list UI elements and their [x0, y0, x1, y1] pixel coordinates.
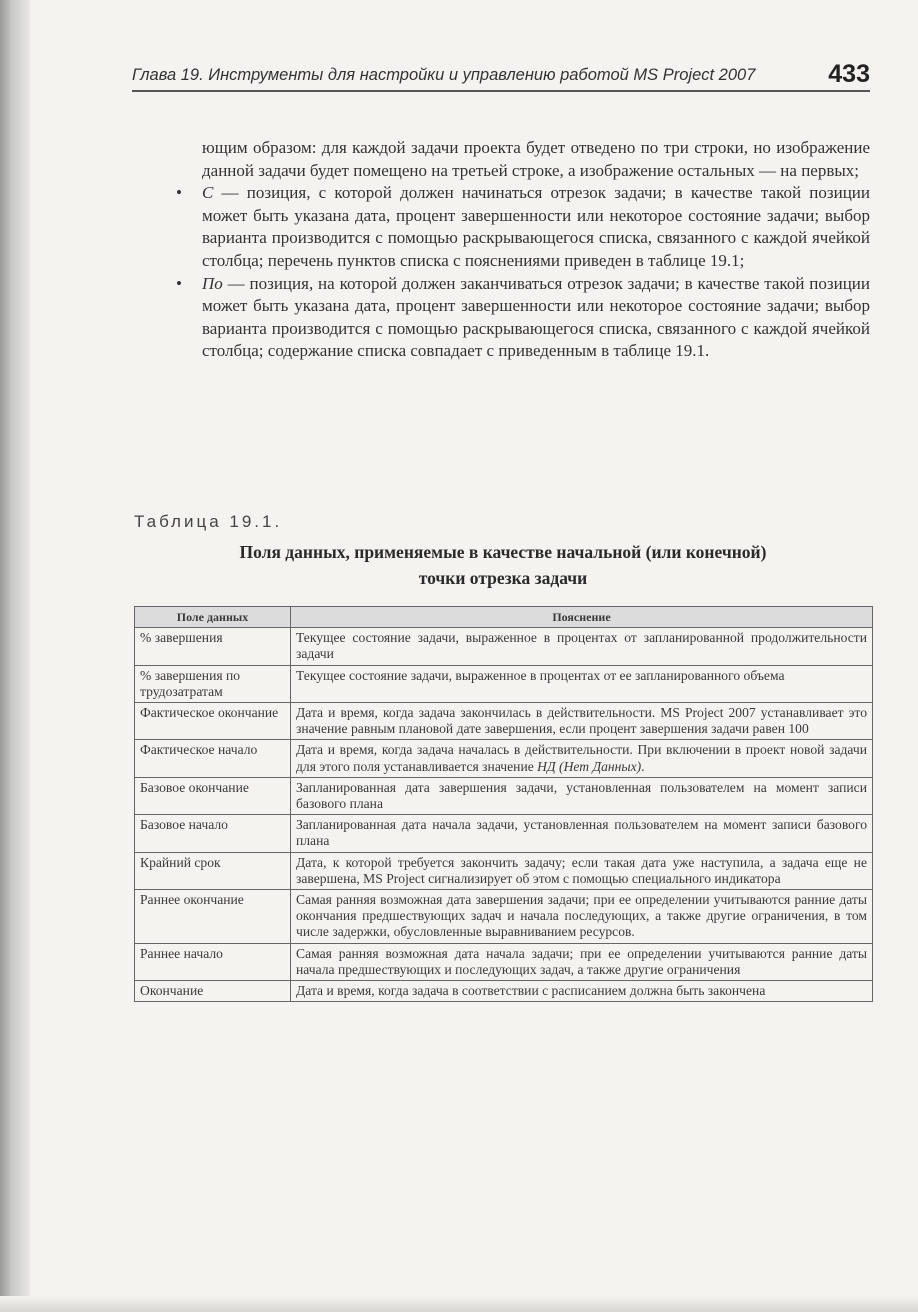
field-cell: % завершения по трудозатратам — [135, 665, 291, 702]
field-cell: Фактическое начало — [135, 740, 291, 777]
column-header-description: Пояснение — [291, 607, 873, 628]
field-cell: Крайний срок — [135, 852, 291, 889]
description-cell: Самая ранняя возможная дата завершения задачи; при ее определении учитываются ранние даты окончания предшествующих задач и начала последующих, а также другие ограничения, в том числе задержки, обусловленные выравниванием ресурсов. — [291, 890, 873, 944]
description-cell: Запланированная дата начала задачи, установленная пользователем на момент записи базового плана — [291, 815, 873, 852]
description-cell: Запланированная дата завершения задачи, установленная пользователем на момент записи базового плана — [291, 777, 873, 814]
page-bottom-edge — [0, 1296, 918, 1312]
field-cell: % завершения — [135, 628, 291, 665]
column-header-field: Поле данных — [135, 607, 291, 628]
table-row — [135, 815, 873, 852]
running-header — [132, 56, 870, 92]
bullet-term: С — [202, 183, 214, 203]
description-cell: Самая ранняя возможная дата начала задачи; при ее определении учитываются ранние даты начала предшествующих и последующих задач, а также другие ограничения — [291, 943, 873, 980]
table-label: Таблица 19.1. — [134, 512, 283, 531]
table-title — [134, 539, 872, 591]
table-row — [135, 890, 873, 944]
body-text — [170, 137, 870, 363]
page-number: 433 — [828, 60, 870, 88]
table-header-row — [135, 607, 873, 628]
intro-paragraph: ющим образом: для каждой задачи проекта будет отведено по три строки, но изображение данной задачи будет помещено на третьей строке, а изображение остальных — на первых; — [202, 138, 870, 180]
description-cell: Дата, к которой требуется закончить задачу; если такая дата уже наступила, а задача еще не завершена, MS Project сигнализирует об этом с помощью специального индикатора — [291, 852, 873, 889]
table-row — [135, 665, 873, 702]
table-row — [135, 703, 873, 740]
bullet-text: — позиция, на которой должен заканчиваться отрезок задачи; в качестве такой позиции может быть указана дата, процент завершенности или некоторое состояние задачи; выбор варианта производится с помощью раскрывающегося списка, связанного с каждой ячейкой столбца; содержание списка совпадает с приведенным в таблице 19.1. — [202, 273, 870, 361]
bullet-item-end — [170, 273, 870, 363]
description-cell: Дата и время, когда задача закончилась в действительности. MS Project 2007 устанавливает это значение равным плановой дате завершения, если процент завершения задачи равен 100 — [291, 703, 873, 740]
field-cell: Раннее окончание — [135, 890, 291, 944]
table-row — [135, 740, 873, 777]
field-cell: Базовое окончание — [135, 777, 291, 814]
table-title-line-2: точки отрезка задачи — [418, 568, 588, 588]
description-cell: Дата и время, когда задача в соответствии с расписанием должна быть закончена — [291, 981, 873, 1002]
description-tail: . — [641, 758, 645, 774]
description-cell: Текущее состояние задачи, выраженное в процентах от ее запланированного объема — [291, 665, 873, 702]
description-cell: Текущее состояние задачи, выраженное в процентах от запланированной продолжительности задачи — [291, 628, 873, 665]
table-row — [135, 943, 873, 980]
bullet-item-start — [170, 182, 870, 272]
field-cell: Окончание — [135, 981, 291, 1002]
table-row — [135, 628, 873, 665]
data-fields-table — [134, 606, 873, 1002]
table-row — [135, 852, 873, 889]
table-row — [135, 777, 873, 814]
bullet-term: По — [202, 273, 223, 293]
description-emphasis: НД (Нет Данных) — [537, 758, 642, 774]
table-title-line-1: Поля данных, применяемые в качестве начальной (или конечной) — [239, 542, 767, 562]
field-cell: Раннее начало — [135, 943, 291, 980]
description-text: Дата и время, когда задача началась в действительности. При включении в проект новой задачи для этого поля устанавливается значение — [296, 742, 867, 774]
table-row — [135, 981, 873, 1002]
chapter-title: Глава 19. Инструменты для настройки и управлению работой MS Project 2007 — [132, 66, 756, 84]
field-cell: Фактическое окончание — [135, 703, 291, 740]
book-binding-shadow — [0, 0, 30, 1312]
bullet-list — [170, 182, 870, 363]
bullet-text: — позиция, с которой должен начинаться отрезок задачи; в качестве такой позиции может быть указана дата, процент завершенности или некоторое состояние задачи; выбор варианта производится с помощью раскрывающегося списка, связанного с каждой ячейкой столбца; перечень пунктов списка с пояснениями приведен в таблице 19.1; — [202, 183, 870, 270]
description-cell — [291, 740, 873, 777]
field-cell: Базовое начало — [135, 815, 291, 852]
